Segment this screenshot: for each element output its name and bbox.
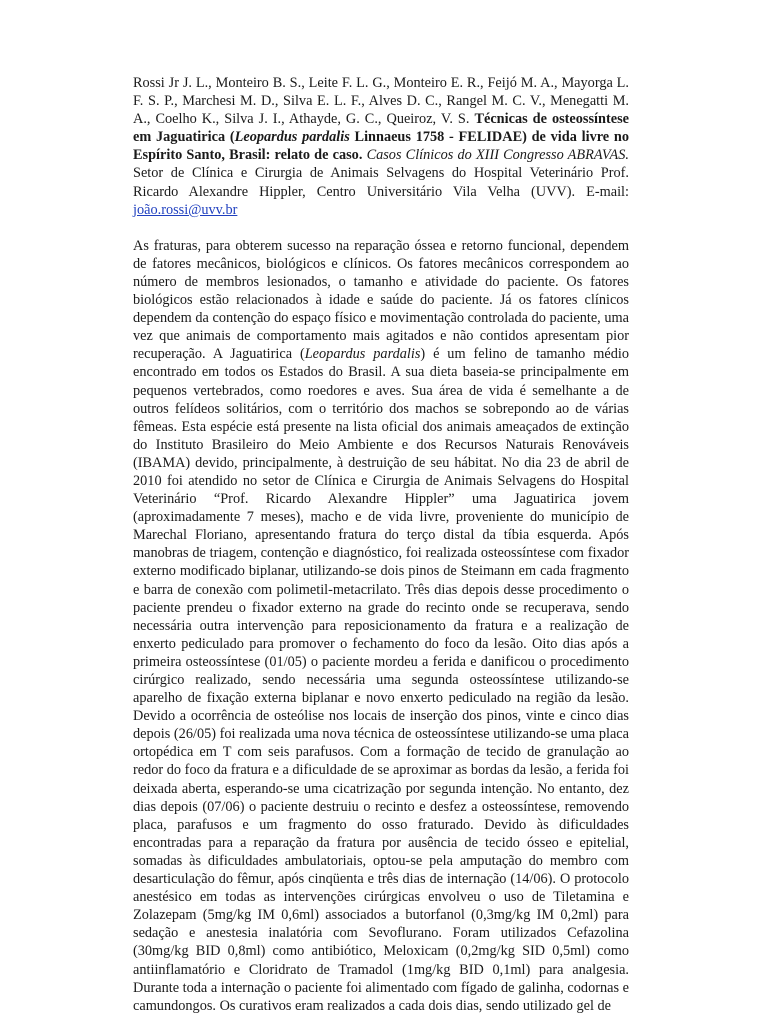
citation-paragraph xyxy=(133,74,629,219)
abstract-body xyxy=(133,237,629,1015)
source-citation: Casos Clínicos do XIII Congresso ABRAVAS. xyxy=(366,147,629,164)
paper-title: Técnicas de osteossíntese em Jaguatirica (Leopardus pardalis Linnaeus 1758 - FELIDAE) de vida livre no Espírito Santo, Brasil: relato de caso. xyxy=(133,111,629,164)
species-name-inline: Leopardus pardalis xyxy=(304,346,421,363)
citation-block xyxy=(133,74,629,219)
species-name: Leopardus pardalis xyxy=(234,129,350,146)
email-link[interactable]: joão.rossi@uvv.br xyxy=(133,201,238,218)
affiliation: Setor de Clínica e Cirurgia de Animais Selvagens do Hospital Veterinário Prof. Ricardo Alexandre Hippler, Centro Universitário Vila Velha (UVV). E-mail: xyxy=(133,165,629,200)
body-paragraph: As fraturas, para obterem sucesso na reparação óssea e retorno funcional, dependem de fatores mecânicos, biológicos e clínicos. Os fatores mecânicos correspondem ao número de membros lesionados, o tamanho e atividade do paciente. Os fatores biológicos estão relacionados à idade e saúde do paciente. Já os fatores clínicos dependem da contenção do espaço físico e movimentação controlada do paciente, uma vez que animais de comportamento mais agitados e não contidos apresentam pior recuperação. A Jaguatirica (Leopardus pardalis) é um felino de tamanho médio encontrado em todos os Estados do Brasil. A sua dieta baseia-se principalmente em pequenos vertebrados, como roedores e aves. Sua área de vida é semelhante a de outros felídeos solitários, com o território dos machos se sobrepondo ao de várias fêmeas. Esta espécie está presente na lista oficial dos animais ameaçados de extinção do Instituto Brasileiro do Meio Ambiente e dos Recursos Naturais Renováveis (IBAMA) devido, principalmente, à destruição de seu hábitat. No dia 23 de abril de 2010 foi atendido no setor de Clínica e Cirurgia de Animais Selvagens do Hospital Veterinário “Prof. Ricardo Alexandre Hippler” uma Jaguatirica jovem (aproximadamente 7 meses), macho e de vida livre, proveniente do município de Marechal Floriano, apresentando fratura do terço distal da tíbia esquerda. Após manobras de triagem, contenção e diagnóstico, foi realizada osteossíntese com fixador externo modificado biplanar, utilizando-se dois pinos de Steimann em cada fragmento e barra de conexão com polimetil-metacrilato. Três dias depois desse procedimento o paciente prendeu o fixador externo na grade do recinto onde se recuperava, sendo necessária outra intervenção para reposicionamento da fratura e a realização de enxerto pediculado para promover o fechamento do foco da lesão. Oito dias após a primeira osteossíntese (01/05) o paciente mordeu a ferida e danificou o procedimento cirúrgico realizado, sendo necessária uma segunda osteossíntese utilizando-se aparelho de fixação externa biplanar e novo enxerto pediculado na região da lesão. Devido a ocorrência de osteólise nos locais de inserção dos pinos, vinte e cinco dias depois (26/05) foi realizada uma nova técnica de osteossíntese utilizando-se uma placa ortopédica em T com seis parafusos. Com a formação de tecido de granulação ao redor do foco da fratura e a dificuldade de se aproximar as bordas da lesão, a ferida foi deixada aberta, esperando-se uma cicatrização por segunda intenção. No entanto, dez dias depois (07/06) o paciente destruiu o recinto e desfez a osteossíntese, removendo placa, parafusos e um fragmento do osso fraturado. Devido às dificuldades encontradas para a reparação da fratura por ausência de tecido ósseo e epitelial, somadas às dificuldades ambulatoriais, optou-se pela amputação do membro com desarticulação do fêmur, após cinqüenta e três dias de internação (14/06). O protocolo anestésico em todas as intervenções cirúrgicas envolveu o uso de Tiletamina e Zolazepam (5mg/kg IM 0,6ml) associados a butorfanol (0,3mg/kg IM 0,2ml) para sedação e anestesia inalatória com Sevoflurano. Foram utilizados Cefazolina (30mg/kg BID 0,8ml) como antibiótico, Meloxicam (0,2mg/kg SID 0,5ml) como antiinflamatório e Cloridrato de Tramadol (1mg/kg BID 0,1ml) para analgesia. Durante toda a internação o paciente foi alimentado com fígado de galinha, codornas e camundongos. Os curativos eram realizados a cada dois dias, sendo utilizado gel de xyxy=(133,237,629,1014)
author-list: Rossi Jr J. L., Monteiro B. S., Leite F. L. G., Monteiro E. R., Feijó M. A., Mayorga L. F. S. P., Marchesi M. D., Silva E. L. F., Alves D. C., Rangel M. C. V., Menegatti M. A., Coelho K., Silva J. I., Athayde, G. C., Queiroz, V. S. xyxy=(133,75,629,128)
document-page xyxy=(133,74,629,1015)
